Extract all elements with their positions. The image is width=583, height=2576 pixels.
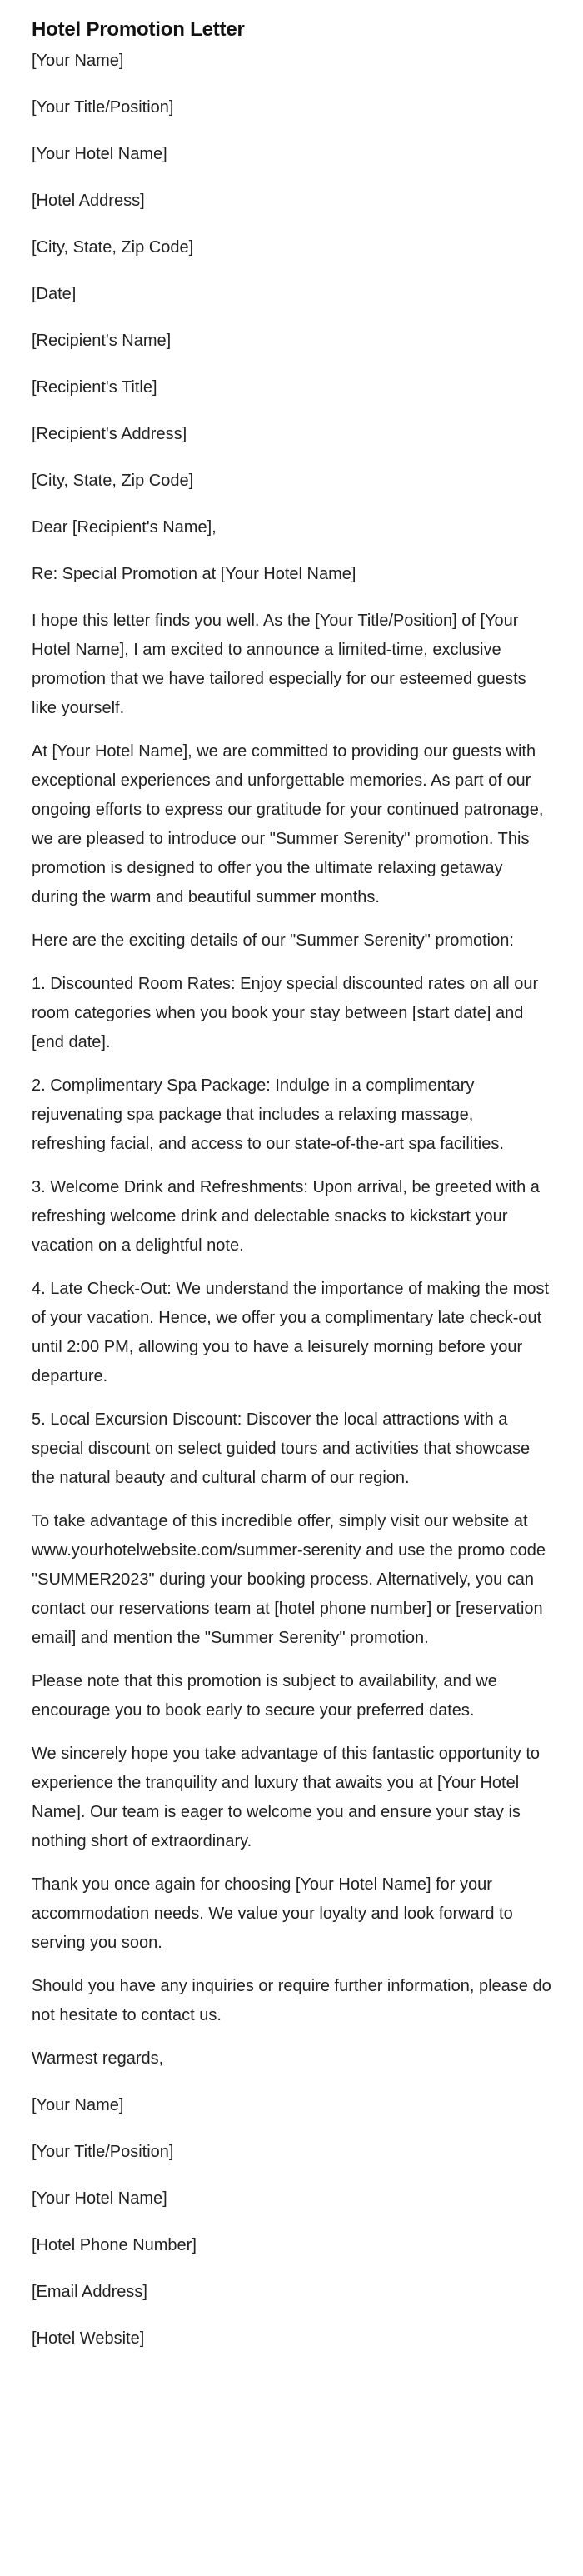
promo-item-spa-package: 2. Complimentary Spa Package: Indulge in a complimentary rejuvenating spa package that includes a relaxing massage, refreshing facial, and access to our state-of-the-art spa facilities. — [32, 1076, 504, 1153]
body-paragraph-commitment: At [Your Hotel Name], we are committed to providing our guests with exceptional experiences and unforgettable memories. As part of our ongoing efforts to express our gratitude for your continued patronage, we are pleased to introduce our "Summer Serenity" promotion. This promotion is designed to offer you the ultimate relaxing getaway during the warm and beautiful summer months. — [32, 742, 544, 906]
signature-email: [Email Address] — [32, 2283, 147, 2301]
promo-item-welcome-drink: 3. Welcome Drink and Refreshments: Upon arrival, be greeted with a refreshing welcome drink and delectable snacks to kickstart your vacation on a delightful note. — [32, 1178, 540, 1255]
recipient-title: [Recipient's Title] — [32, 378, 157, 397]
recipient-city-state-zip: [City, State, Zip Code] — [32, 472, 194, 490]
promo-item-late-checkout: 4. Late Check-Out: We understand the importance of making the most of your vacation. Hence, we offer you a complimentary late check-out until 2:00 PM, allowing you to have a leisurely morning before your departure. — [32, 1280, 550, 1385]
letter-body — [32, 607, 551, 2030]
signature-website: [Hotel Website] — [32, 2329, 145, 2348]
sender-title: [Your Title/Position] — [32, 98, 174, 117]
recipient-name: [Recipient's Name] — [32, 332, 172, 350]
sender-hotel-name: [Your Hotel Name] — [32, 145, 167, 163]
recipient-address: [Recipient's Address] — [32, 425, 187, 443]
body-paragraph-intro: I hope this letter finds you well. As the [Your Title/Position] of [Your Hotel Name], I am excited to announce a limited-time, exclusive promotion that we have tailored especially for our esteemed guests like yourself. — [32, 612, 526, 717]
body-paragraph-inquiries: Should you have any inquiries or require further information, please do not hesitate to contact us. — [32, 1977, 551, 2024]
sender-name: [Your Name] — [32, 52, 124, 70]
body-paragraph-availability: Please note that this promotion is subject to availability, and we encourage you to book early to secure your preferred dates. — [32, 1672, 497, 1720]
letter-date: [Date] — [32, 285, 77, 303]
closing: Warmest regards, — [32, 2049, 164, 2068]
signature-block — [32, 2091, 551, 2354]
promo-item-room-rates: 1. Discounted Room Rates: Enjoy special discounted rates on all our room categories when you book your stay between [start date] and [end date]. — [32, 975, 539, 1051]
body-paragraph-booking: To take advantage of this incredible offer, simply visit our website at www.yourhotelwebsite.com/summer-serenity and use the promo code "SUMMER2023" during your booking process. Alternatively, you can contact our reservations team at [hotel phone number] or [reservation email] and mention the "Summer Serenity" promotion. — [32, 1512, 546, 1647]
signature-phone: [Hotel Phone Number] — [32, 2236, 197, 2254]
body-paragraph-hope: We sincerely hope you take advantage of this fantastic opportunity to experience the tranquility and luxury that awaits you at [Your Hotel Name]. Our team is eager to welcome you and ensure your stay is nothing short of extraordinary. — [32, 1745, 540, 1850]
salutation: Dear [Recipient's Name], — [32, 518, 217, 537]
sender-city-state-zip: [City, State, Zip Code] — [32, 238, 194, 257]
promo-item-excursion-discount: 5. Local Excursion Discount: Discover the local attractions with a special discount on select guided tours and activities that showcase the natural beauty and cultural charm of our region. — [32, 1410, 531, 1487]
subject-line: Re: Special Promotion at [Your Hotel Name] — [32, 565, 356, 583]
body-paragraph-details-intro: Here are the exciting details of our "Summer Serenity" promotion: — [32, 931, 514, 950]
signature-hotel-name: [Your Hotel Name] — [32, 2189, 167, 2208]
recipient-block — [32, 327, 551, 496]
signature-title: [Your Title/Position] — [32, 2143, 174, 2161]
signature-name: [Your Name] — [32, 2096, 124, 2114]
page-title: Hotel Promotion Letter — [32, 18, 245, 41]
body-paragraph-thanks: Thank you once again for choosing [Your Hotel Name] for your accommodation needs. We value your loyalty and look forward to serving you soon. — [32, 1875, 513, 1952]
sender-block — [32, 47, 551, 309]
sender-hotel-address: [Hotel Address] — [32, 192, 145, 210]
